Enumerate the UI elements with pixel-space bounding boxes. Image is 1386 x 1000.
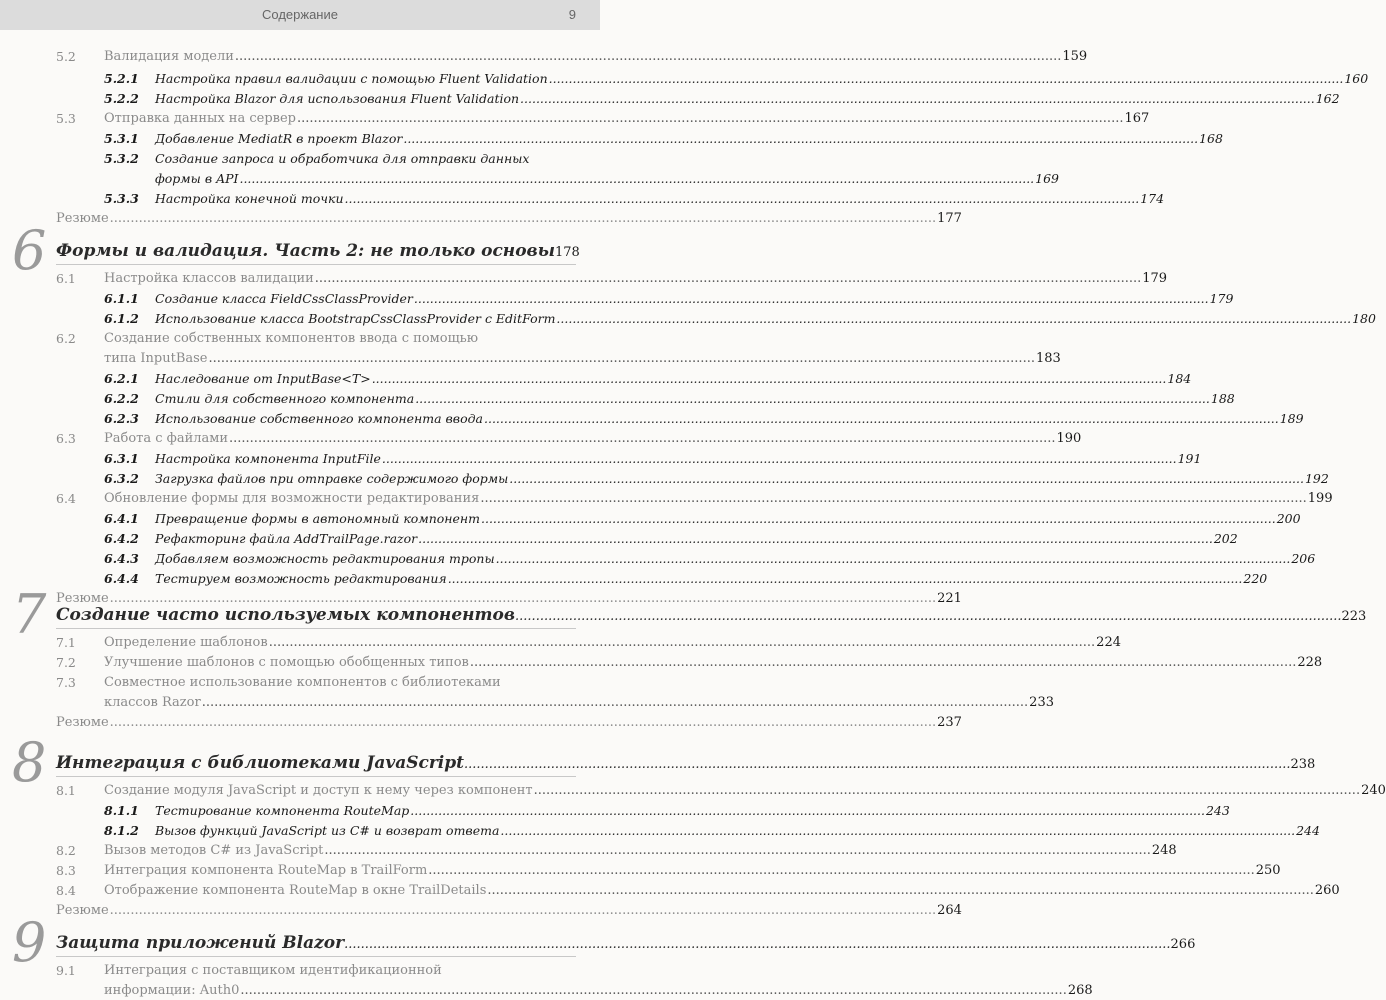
entry-page-number: 169	[1035, 171, 1060, 186]
entry-title: Валидация модели	[104, 49, 234, 64]
entry-title: Интеграция компонента RouteMap в TrailForm	[104, 863, 428, 878]
dot-leader	[372, 370, 1167, 388]
section-number: 8.1	[56, 783, 76, 798]
entry-title: Совместное использование компонентов с библиотеками	[104, 675, 501, 690]
toc-summary-entry	[56, 590, 962, 608]
subsection-entry	[155, 570, 1268, 588]
dot-leader	[345, 190, 1140, 208]
subsection-entry	[155, 70, 1369, 88]
entry-page-number: 199	[1307, 491, 1333, 506]
entry-page-number: 221	[937, 591, 962, 606]
section-entry	[104, 654, 1323, 672]
entry-title: Тестирование компонента RouteMap	[155, 803, 410, 818]
dot-leader	[470, 654, 1296, 672]
entry-page-number: 180	[1352, 311, 1376, 326]
entry-title: Интеграция с поставщиком идентификационной	[104, 963, 442, 978]
entry-title: Настройка компонента InputFile	[155, 451, 381, 466]
dot-leader	[403, 130, 1198, 148]
subsection-number: 5.3.3	[104, 191, 139, 206]
entry-page-number: 200	[1276, 511, 1301, 526]
dot-leader	[110, 210, 936, 228]
dot-leader	[344, 934, 1170, 956]
dot-leader	[110, 902, 936, 920]
section-number: 5.2	[56, 49, 76, 64]
entry-title: Создание собственных компонентов ввода с помощью	[104, 331, 479, 346]
entry-title: Определение шаблонов	[104, 635, 268, 650]
entry-title: Отправка данных на сервер	[104, 111, 296, 126]
entry-title: Улучшение шаблонов с помощью обобщенных типов	[104, 655, 469, 670]
section-number: 6.1	[56, 271, 76, 286]
entry-title: Отображение компонента RouteMap в окне TrailDetails	[104, 883, 487, 898]
chapter-title: Защита приложений Blazor	[56, 933, 345, 953]
subsection-number: 8.1.1	[104, 803, 139, 818]
entry-title: Стили для собственного компонента	[155, 391, 415, 406]
entry-title: Резюме	[56, 903, 109, 918]
section-number: 8.4	[56, 883, 76, 898]
subsection-entry	[155, 450, 1202, 468]
entry-title: Тестируем возможность редактирования	[155, 571, 447, 586]
section-number: 6.3	[56, 431, 76, 446]
dot-leader	[549, 70, 1344, 88]
section-entry	[104, 842, 1177, 860]
entry-title: Использование класса BootstrapCssClassProvider с EditForm	[155, 311, 556, 326]
subsection-number: 6.1.1	[104, 291, 139, 306]
subsection-entry	[155, 190, 1165, 208]
section-number: 9.1	[56, 963, 76, 978]
dot-leader	[297, 110, 1123, 128]
entry-title: Загрузка файлов при отправке содержимого формы	[155, 471, 509, 486]
entry-title: Вызов методов C# из JavaScript	[104, 843, 324, 858]
chapter-title: Формы и валидация. Часть 2: не только основы	[56, 241, 556, 261]
dot-leader	[240, 982, 1066, 1000]
entry-page-number: 174	[1140, 191, 1165, 206]
chapter-title: Интеграция с библиотеками JavaScript	[56, 753, 465, 773]
entry-title: Добавляем возможность редактирования тропы	[155, 551, 495, 566]
entry-page-number: 220	[1243, 571, 1268, 586]
entry-title: Создание запроса и обработчика для отправки данных	[155, 151, 530, 166]
dot-leader	[415, 390, 1210, 408]
entry-page-number: 162	[1315, 91, 1340, 106]
dot-leader	[414, 290, 1209, 308]
entry-page-number: 188	[1210, 391, 1235, 406]
dot-leader	[448, 570, 1243, 588]
entry-title: Работа с файлами	[104, 431, 229, 446]
subsection-entry	[155, 530, 1238, 548]
entry-page-number: 264	[937, 903, 962, 918]
section-number: 8.2	[56, 843, 76, 858]
subsection-entry	[155, 470, 1329, 488]
toc-summary-entry	[56, 902, 962, 920]
entry-title: Настройка правил валидации с помощью Fluent Validation	[155, 71, 548, 86]
subsection-entry	[155, 290, 1234, 308]
entry-title: Создание модуля JavaScript и доступ к нему через компонент	[104, 783, 533, 798]
entry-title: Обновление формы для возможности редактирования	[104, 491, 480, 506]
toc-summary-entry	[56, 714, 962, 732]
entry-title: Резюме	[56, 211, 109, 226]
dot-leader	[209, 350, 1035, 368]
entry-page-number: 237	[937, 715, 962, 730]
dot-leader	[202, 694, 1028, 712]
chapter-number: 6	[12, 219, 47, 282]
chapter-title: Создание часто используемых компонентов	[56, 605, 516, 625]
chapter-entry	[56, 932, 1196, 956]
entry-page-number: 243	[1205, 803, 1230, 818]
entry-page-number: 168	[1199, 131, 1223, 146]
dot-leader	[110, 590, 936, 608]
subsection-entry	[155, 390, 1235, 408]
entry-title-continued: классов Razor	[104, 695, 201, 710]
dot-leader	[235, 48, 1061, 66]
toc-summary-entry	[56, 210, 962, 228]
dot-leader	[239, 170, 1034, 188]
dot-leader	[484, 410, 1279, 428]
dot-leader	[418, 530, 1213, 548]
subsection-number: 6.4.4	[104, 571, 139, 586]
entry-title: Рефакторинг файла AddTrailPage.razor	[155, 531, 418, 546]
subsection-number: 6.2.2	[104, 391, 139, 406]
dot-leader	[500, 822, 1295, 840]
section-number: 7.3	[56, 675, 76, 690]
entry-title: Резюме	[56, 715, 109, 730]
dot-leader	[480, 490, 1306, 508]
entry-page-number: 192	[1304, 471, 1329, 486]
entry-page-number: 268	[1067, 983, 1093, 998]
entry-page-number: 184	[1167, 371, 1192, 386]
section-entry	[104, 982, 1093, 1000]
running-header-title: Содержание	[262, 7, 338, 22]
entry-page-number: 190	[1056, 431, 1082, 446]
entry-page-number: 250	[1255, 863, 1281, 878]
entry-page-number: 183	[1035, 351, 1061, 366]
subsection-entry	[155, 410, 1304, 428]
section-entry	[104, 862, 1281, 880]
section-title-line	[104, 674, 576, 692]
subsection-title-line	[155, 150, 576, 168]
entry-title-continued: информации: Auth0	[104, 983, 240, 998]
subsection-number: 6.4.3	[104, 551, 139, 566]
chapter-number: 7	[12, 583, 47, 646]
dot-leader	[481, 510, 1276, 528]
entry-page-number: 159	[1062, 49, 1088, 64]
entry-page-number: 191	[1177, 451, 1202, 466]
entry-page-number: 160	[1344, 71, 1369, 86]
subsection-number: 5.3.1	[104, 131, 139, 146]
dot-leader	[382, 450, 1177, 468]
section-number: 8.3	[56, 863, 76, 878]
dot-leader	[315, 270, 1141, 288]
section-entry	[104, 782, 1386, 800]
entry-page-number: 206	[1291, 551, 1316, 566]
dot-leader	[515, 606, 1341, 628]
entry-page-number: 202	[1213, 531, 1238, 546]
dot-leader	[324, 842, 1150, 860]
subsection-entry	[155, 310, 1376, 328]
section-number: 6.2	[56, 331, 76, 346]
entry-page-number: 167	[1124, 111, 1150, 126]
section-entry	[104, 48, 1088, 66]
entry-title: Использование собственного компонента ввода	[155, 411, 483, 426]
section-number: 7.2	[56, 655, 76, 670]
section-entry	[104, 490, 1333, 508]
section-entry	[104, 882, 1340, 900]
dot-leader	[509, 470, 1304, 488]
subsection-number: 8.1.2	[104, 823, 139, 838]
entry-title: Резюме	[56, 591, 109, 606]
entry-page-number: 179	[1142, 271, 1168, 286]
subsection-entry	[155, 90, 1340, 108]
entry-page-number: 228	[1297, 655, 1323, 670]
entry-title: Настройка Blazor для использования Fluent Validation	[155, 91, 520, 106]
dot-leader	[428, 862, 1254, 880]
section-entry	[104, 694, 1054, 712]
entry-title: Наследование от InputBase<T>	[155, 371, 371, 386]
section-number: 5.3	[56, 111, 76, 126]
chapter-rule	[56, 264, 576, 265]
subsection-entry	[155, 802, 1230, 820]
section-title-line	[104, 330, 576, 348]
entry-title: Настройка классов валидации	[104, 271, 314, 286]
subsection-entry	[155, 550, 1316, 568]
entry-page-number: 189	[1279, 411, 1304, 426]
section-entry	[104, 430, 1082, 448]
chapter-entry	[56, 752, 1316, 776]
subsection-entry	[155, 170, 1060, 188]
dot-leader	[410, 802, 1205, 820]
chapter-page-number: 266	[1170, 937, 1196, 952]
dot-leader	[556, 310, 1351, 328]
entry-title: Вызов функций JavaScript из C# и возврат ответа	[155, 823, 500, 838]
section-entry	[104, 634, 1121, 652]
entry-page-number: 233	[1029, 695, 1054, 710]
dot-leader	[520, 90, 1315, 108]
section-entry	[104, 350, 1061, 368]
entry-title: Добавление MediatR в проект Blazor	[155, 131, 403, 146]
subsection-number: 6.2.3	[104, 411, 139, 426]
dot-leader	[110, 714, 936, 732]
dot-leader	[487, 882, 1313, 900]
subsection-number: 5.3.2	[104, 151, 139, 166]
chapter-number: 9	[12, 911, 47, 974]
dot-leader	[534, 782, 1360, 800]
entry-title: Превращение формы в автономный компонент	[155, 511, 480, 526]
section-entry	[104, 110, 1150, 128]
chapter-number: 8	[12, 731, 47, 794]
entry-page-number: 177	[937, 211, 962, 226]
running-header-page-number: 9	[568, 7, 576, 22]
subsection-number: 6.3.2	[104, 471, 139, 486]
subsection-number: 6.4.1	[104, 511, 139, 526]
subsection-number: 5.2.2	[104, 91, 139, 106]
dot-leader	[496, 550, 1291, 568]
chapter-rule	[56, 628, 576, 629]
subsection-entry	[155, 822, 1320, 840]
subsection-entry	[155, 510, 1301, 528]
entry-title: Настройка конечной точки	[155, 191, 344, 206]
dot-leader	[269, 634, 1095, 652]
section-entry	[104, 270, 1168, 288]
entry-page-number: 179	[1209, 291, 1234, 306]
chapter-page-number: 178	[555, 245, 580, 260]
chapter-entry	[56, 240, 580, 264]
section-title-line	[104, 962, 576, 980]
subsection-number: 6.2.1	[104, 371, 139, 386]
section-number: 7.1	[56, 635, 76, 650]
entry-page-number: 248	[1151, 843, 1177, 858]
subsection-entry	[155, 130, 1223, 148]
chapter-rule	[56, 956, 576, 957]
entry-page-number: 224	[1096, 635, 1121, 650]
section-number: 6.4	[56, 491, 76, 506]
entry-title: Создание класса FieldCssClassProvider	[155, 291, 413, 306]
dot-leader	[229, 430, 1055, 448]
entry-page-number: 244	[1296, 823, 1320, 838]
entry-page-number: 260	[1314, 883, 1340, 898]
chapter-page-number: 223	[1341, 609, 1367, 624]
chapter-rule	[56, 776, 576, 777]
subsection-number: 6.1.2	[104, 311, 139, 326]
subsection-number: 6.4.2	[104, 531, 139, 546]
entry-page-number: 240	[1361, 783, 1386, 798]
dot-leader	[464, 754, 1290, 776]
entry-title-continued: типа InputBase	[104, 351, 208, 366]
subsection-number: 6.3.1	[104, 451, 139, 466]
subsection-number: 5.2.1	[104, 71, 139, 86]
chapter-page-number: 238	[1290, 757, 1316, 772]
entry-title-continued: формы в API	[155, 171, 239, 186]
subsection-entry	[155, 370, 1192, 388]
